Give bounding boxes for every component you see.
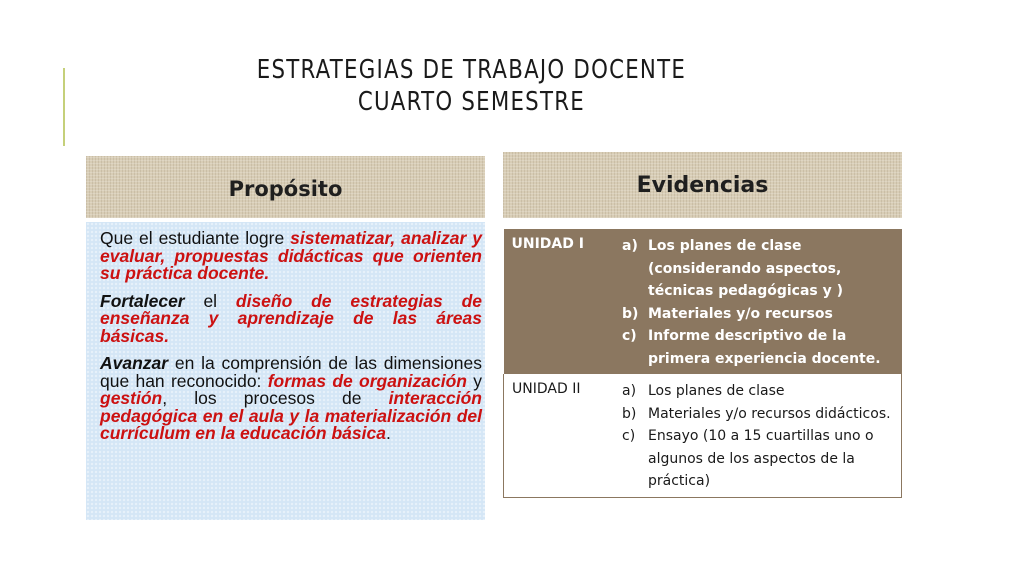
slide-title bbox=[250, 54, 693, 118]
p3-highlight-1: formas de organización bbox=[267, 370, 467, 391]
p3-highlight-2: gestión bbox=[100, 388, 163, 408]
proposito-paragraph-1 bbox=[100, 230, 482, 283]
p3-highlight-3: interacción pedagógica en el aula y la materialización del currículum en la educación básica bbox=[100, 388, 482, 443]
evidencias-header-label: Evidencias bbox=[636, 172, 769, 198]
unit-label: UNIDAD I bbox=[511, 236, 584, 252]
p3-keyword: Avanzar bbox=[100, 353, 169, 373]
evidencias-header bbox=[503, 152, 902, 218]
p3-text-2: y bbox=[466, 370, 482, 391]
p2-keyword: Fortalecer bbox=[100, 290, 185, 311]
item-text: Ensayo (10 a 15 cuartillas uno o algunos de los aspectos de la práctica) bbox=[648, 428, 874, 489]
proposito-header bbox=[86, 156, 485, 218]
item-text: Materiales y/o recursos bbox=[648, 305, 833, 322]
item-text: Los planes de clase (considerando aspectos, técnicas pedagógicas y ) bbox=[648, 238, 844, 299]
evidencias-table bbox=[503, 229, 902, 498]
title-line-1: ESTRATEGIAS DE TRABAJO DOCENTE bbox=[256, 55, 687, 85]
table-row-unidad-2 bbox=[504, 374, 902, 497]
item-marker: a) bbox=[622, 238, 638, 254]
p3-text-1: en la comprensión de las dimensiones que han reconocido: bbox=[100, 353, 482, 391]
unit-items bbox=[600, 229, 902, 374]
unit-items bbox=[600, 374, 902, 497]
list-item bbox=[622, 303, 894, 326]
item-marker: a) bbox=[622, 383, 637, 399]
proposito-body bbox=[86, 222, 485, 520]
p1-highlight: sistematizar, analizar y evaluar, propuestas didácticas que orienten su práctica docente. bbox=[100, 228, 482, 283]
item-marker: b) bbox=[622, 405, 637, 422]
accent-line bbox=[63, 68, 65, 146]
p2-text: el bbox=[184, 290, 236, 311]
item-marker: b) bbox=[622, 305, 639, 322]
proposito-paragraph-2 bbox=[100, 290, 482, 346]
item-marker: c) bbox=[622, 328, 637, 344]
unit-label: UNIDAD II bbox=[512, 381, 581, 397]
title-line-2: CUARTO SEMESTRE bbox=[357, 87, 585, 117]
p3-text-3: , los procesos de bbox=[162, 388, 389, 408]
list-item bbox=[622, 403, 893, 426]
item-text: Materiales y/o recursos didácticos. bbox=[648, 405, 891, 422]
list-item bbox=[622, 380, 893, 403]
p2-highlight: diseño de estrategias de enseñanza y aprendizaje de las áreas básicas. bbox=[100, 290, 482, 346]
p3-text-4: . bbox=[385, 423, 391, 443]
proposito-header-label: Propósito bbox=[228, 177, 343, 201]
item-text: Informe descriptivo de la primera experiencia docente. bbox=[648, 328, 881, 367]
p1-text: Que el estudiante logre bbox=[100, 228, 291, 248]
list-item bbox=[622, 325, 894, 370]
proposito-paragraph-3 bbox=[100, 355, 482, 443]
list-item bbox=[622, 235, 894, 303]
item-marker: c) bbox=[622, 428, 636, 444]
item-text: Los planes de clase bbox=[648, 383, 785, 399]
table-row-unidad-1 bbox=[504, 229, 902, 374]
list-item bbox=[622, 425, 893, 493]
